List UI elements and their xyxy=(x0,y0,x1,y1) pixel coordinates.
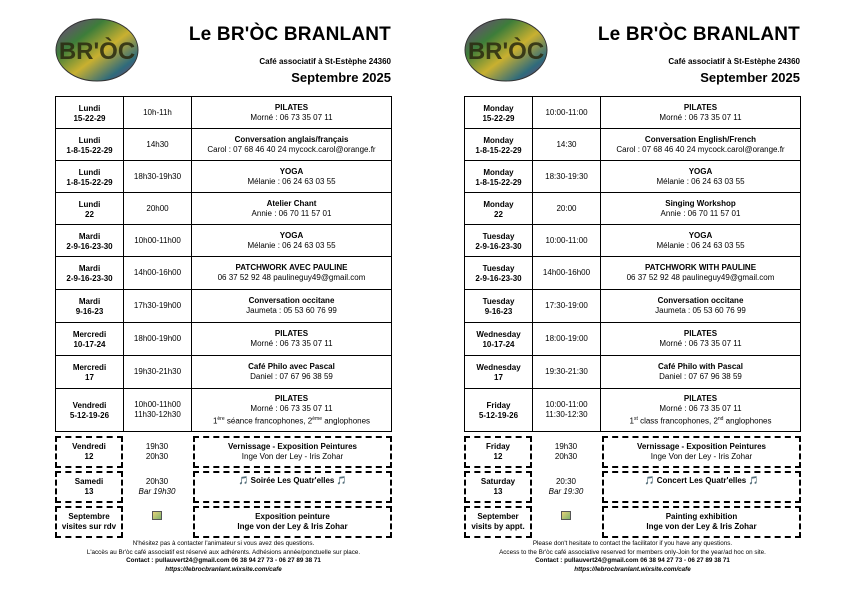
month-label: September 2025 xyxy=(700,70,800,85)
activity-title: Atelier Chant xyxy=(266,198,317,208)
time-cell: 10:00-11:00 xyxy=(533,97,601,129)
activity-title: YOGA xyxy=(279,230,304,240)
day-label: Mardi xyxy=(78,231,101,241)
time-cell: 14h30 xyxy=(124,129,192,161)
table-row xyxy=(56,323,392,356)
dates-label: 2-9-16-23-30 xyxy=(475,274,522,283)
day-label: Mercredi xyxy=(72,363,107,372)
activity-note: 1st class francophones, 2nd anglophones xyxy=(629,415,772,426)
dates-label: 1-8-15-22-29 xyxy=(66,177,113,187)
activity-contact: 06 37 52 92 48 paulineguy49@gmail.com xyxy=(217,273,366,282)
time-cell: 14:30 xyxy=(533,129,601,161)
activity-contact: Jaumeta : 05 53 60 76 99 xyxy=(246,306,337,315)
soiree-day-box: Samedi 13 xyxy=(55,471,123,503)
table-row xyxy=(56,97,392,129)
day-label: Tuesday xyxy=(482,297,515,306)
activity-contact: Morné : 06 73 35 07 11 xyxy=(250,403,333,413)
day-label: Vendredi xyxy=(72,401,107,410)
table-row xyxy=(465,257,801,290)
vernissage-time: 19h30 20h30 xyxy=(554,442,578,461)
activity-contact: Mélanie : 06 24 63 03 55 xyxy=(247,176,336,186)
time-cell: 10h-11h xyxy=(124,97,192,129)
page-subtitle: Café associatif à St-Estèphe 24360 xyxy=(668,57,800,66)
table-row xyxy=(465,193,801,225)
table-row xyxy=(465,161,801,193)
activity-title: PATCHWORK AVEC PAULINE xyxy=(235,263,348,272)
table-row xyxy=(56,129,392,161)
table-row xyxy=(56,356,392,389)
table-row xyxy=(56,389,392,432)
dates-label: 2-9-16-23-30 xyxy=(475,241,522,251)
time-cell: 18h00-19h00 xyxy=(124,323,192,356)
activity-contact: Mélanie : 06 24 63 03 55 xyxy=(656,240,745,250)
time-cell: 10h00-11h00 xyxy=(134,400,181,409)
table-row xyxy=(465,356,801,389)
day-label: Lundi xyxy=(78,199,101,209)
activity-contact: Daniel : 07 67 96 38 59 xyxy=(659,372,742,381)
broc-logo xyxy=(464,18,548,82)
time-cell: 18:30-19:30 xyxy=(533,161,601,193)
concert-time: 20:30 Bar 19:30 xyxy=(548,477,584,496)
time-cell: 17h30-19h00 xyxy=(124,290,192,323)
french-panel xyxy=(55,0,395,596)
day-label: Mardi xyxy=(78,264,101,273)
footer xyxy=(464,540,801,574)
dates-label: 9-16-23 xyxy=(75,307,104,316)
time-cell: 14h00-16h00 xyxy=(533,257,601,290)
activity-title: Conversation English/French xyxy=(644,134,757,144)
dates-label: 9-16-23 xyxy=(484,307,513,316)
activity-contact: Annie : 06 70 11 57 01 xyxy=(660,208,741,218)
vernissage-time: 19h30 20h30 xyxy=(145,442,169,461)
activity-contact: 06 37 52 92 48 paulineguy49@gmail.com xyxy=(626,273,775,282)
activity-contact: Mélanie : 06 24 63 03 55 xyxy=(656,176,745,186)
time-cell: 19:30-21:30 xyxy=(533,356,601,389)
footer-link[interactable]: https://lebrocbranlant.wixsite.com/cafe xyxy=(574,565,691,573)
activity-contact: Daniel : 07 67 96 38 59 xyxy=(250,372,333,381)
time-cell: 14h00-16h00 xyxy=(124,257,192,290)
activity-title: PILATES xyxy=(274,102,309,112)
month-label: Septembre 2025 xyxy=(291,70,391,85)
page-title: Le BR'ÒC BRANLANT xyxy=(597,24,800,45)
activity-title: Conversation occitane xyxy=(248,296,335,305)
activity-title: PILATES xyxy=(683,329,718,338)
activity-title: PILATES xyxy=(683,102,718,112)
activity-contact: Morné : 06 73 35 07 11 xyxy=(250,112,333,122)
activity-title: PILATES xyxy=(274,393,309,403)
table-row xyxy=(56,193,392,225)
soiree-time: 20h30 Bar 19h30 xyxy=(138,477,176,496)
table-row xyxy=(465,225,801,257)
dates-label: 2-9-16-23-30 xyxy=(66,274,113,283)
table-row xyxy=(465,129,801,161)
table-row xyxy=(56,290,392,323)
footer-line: L'accès au Br'òc café associatif est réservé aux adhérents. Adhésions année/ponctuelle sur place. xyxy=(86,548,361,556)
time-cell-2: 11h30-12h30 xyxy=(134,410,181,419)
table-row xyxy=(56,257,392,290)
dates-label: 1-8-15-22-29 xyxy=(66,145,113,155)
day-label: Mardi xyxy=(78,297,101,306)
time-cell: 10h00-11h00 xyxy=(124,225,192,257)
expo-day-box: September visits by appt. xyxy=(464,506,532,538)
time-cell: 17:30-19:00 xyxy=(533,290,601,323)
activity-title: YOGA xyxy=(688,166,713,176)
dates-label: 22 xyxy=(494,209,503,219)
schedule-table xyxy=(55,96,392,432)
dates-label: 5-12-19-26 xyxy=(478,411,519,420)
vernissage-box: Vernissage - Exposition Peintures Inge Von der Ley - Iris Zohar xyxy=(193,436,392,468)
page-title: Le BR'ÒC BRANLANT xyxy=(188,24,391,45)
activity-title: PATCHWORK WITH PAULINE xyxy=(644,263,757,272)
activity-title: YOGA xyxy=(688,230,713,240)
dates-label: 10-17-24 xyxy=(482,340,515,349)
footer xyxy=(55,540,392,574)
paint-icon xyxy=(123,506,191,524)
time-cell-2: 11:30-12:30 xyxy=(545,410,588,419)
activity-contact: Morné : 06 73 35 07 11 xyxy=(659,339,742,348)
expo-box: Painting exhibition Inge von der Ley & Iris Zohar xyxy=(602,506,801,538)
activity-contact: Carol : 07 68 46 40 24 mycock.carol@orange.fr xyxy=(616,144,785,154)
day-label: Lundi xyxy=(78,135,101,145)
activity-title: Café Philo with Pascal xyxy=(658,362,743,371)
activity-title: Singing Workshop xyxy=(665,198,736,208)
time-cell: 20:00 xyxy=(533,193,601,225)
activity-title: PILATES xyxy=(274,329,309,338)
activity-title: Conversation occitane xyxy=(657,296,744,305)
footer-link[interactable]: https://lebrocbranlant.wixsite.com/cafe xyxy=(165,565,282,573)
footer-contact: Contact : pullauvert24@gmail.com 06 38 94 27 73 - 06 27 89 38 71 xyxy=(126,557,321,564)
day-label: Friday xyxy=(486,401,511,410)
dates-label: 15-22-29 xyxy=(482,113,515,123)
concert-day-box: Saturday 13 xyxy=(464,471,532,503)
activity-title: Café Philo avec Pascal xyxy=(248,362,335,371)
day-label: Lundi xyxy=(78,167,101,177)
dates-label: 10-17-24 xyxy=(73,340,106,349)
svg-text:BR'ÒC: BR'ÒC xyxy=(58,38,136,65)
page-subtitle: Café associatif à St-Estèphe 24360 xyxy=(259,57,391,66)
activity-title: Conversation anglais/français xyxy=(234,134,349,144)
dates-label: 5-12-19-26 xyxy=(69,411,110,420)
activity-contact: Mélanie : 06 24 63 03 55 xyxy=(247,240,336,250)
day-label: Monday xyxy=(483,199,514,209)
vernissage-box: Vernissage - Exposition Peintures Inge Von der Ley - Iris Zohar xyxy=(602,436,801,468)
dates-label: 17 xyxy=(85,373,94,382)
activity-note: 1ère séance francophones, 2ème anglophones xyxy=(212,415,371,426)
day-label: Monday xyxy=(483,103,514,113)
day-label: Mercredi xyxy=(72,330,107,339)
dates-label: 22 xyxy=(85,209,94,219)
schedule-table xyxy=(464,96,801,432)
vernissage-day-box: Vendredi 12 xyxy=(55,436,123,468)
table-row xyxy=(465,97,801,129)
svg-text:BR'ÒC: BR'ÒC xyxy=(467,38,545,65)
time-cell: 19h30-21h30 xyxy=(124,356,192,389)
concert-box: 🎵 Concert Les Quatr'elles 🎵 xyxy=(602,471,801,503)
day-label: Monday xyxy=(483,167,514,177)
dates-label: 15-22-29 xyxy=(73,113,106,123)
expo-day-box: Septembre visites sur rdv xyxy=(55,506,123,538)
dates-label: 2-9-16-23-30 xyxy=(66,241,113,251)
day-label: Wednesday xyxy=(476,330,521,339)
table-row xyxy=(465,323,801,356)
soiree-box: 🎵 Soirée Les Quatr'elles 🎵 xyxy=(193,471,392,503)
footer-contact: Contact : pullauvert24@gmail.com 06 38 94 27 73 - 06 27 89 38 71 xyxy=(535,557,730,564)
time-cell: 10:00-11:00 xyxy=(545,400,588,409)
day-label: Tuesday xyxy=(482,231,515,241)
paint-icon xyxy=(532,506,600,524)
english-panel xyxy=(464,0,804,596)
table-row xyxy=(465,389,801,432)
table-row xyxy=(465,290,801,323)
time-cell: 18h30-19h30 xyxy=(124,161,192,193)
activity-contact: Morné : 06 73 35 07 11 xyxy=(250,339,333,348)
day-label: Lundi xyxy=(78,103,101,113)
activity-contact: Jaumeta : 05 53 60 76 99 xyxy=(655,306,746,315)
day-label: Tuesday xyxy=(482,264,515,273)
time-cell: 10:00-11:00 xyxy=(533,225,601,257)
activity-title: YOGA xyxy=(279,166,304,176)
footer-line: N'hésitez pas à contacter l'animateur si vous avez des questions. xyxy=(132,540,315,547)
table-row xyxy=(56,161,392,193)
table-row xyxy=(56,225,392,257)
broc-logo xyxy=(55,18,139,82)
day-label: Monday xyxy=(483,135,514,145)
time-cell: 20h00 xyxy=(124,193,192,225)
activity-contact: Morné : 06 73 35 07 11 xyxy=(659,112,742,122)
dates-label: 1-8-15-22-29 xyxy=(475,177,522,187)
footer-line: Access to the Br'òc café associative reserved for members only-Join for the year/ad hoc on site. xyxy=(499,548,766,556)
activity-contact: Morné : 06 73 35 07 11 xyxy=(659,403,742,413)
time-cell: 18:00-19:00 xyxy=(533,323,601,356)
footer-line: Please don't hesitate to contact the facilitator if you have any questions. xyxy=(532,540,733,547)
activity-contact: Annie : 06 70 11 57 01 xyxy=(251,208,332,218)
dates-label: 1-8-15-22-29 xyxy=(475,145,522,155)
activity-contact: Carol : 07 68 46 40 24 mycock.carol@orange.fr xyxy=(207,144,376,154)
day-label: Wednesday xyxy=(476,363,521,372)
vernissage-day-box: Friday 12 xyxy=(464,436,532,468)
dates-label: 17 xyxy=(494,373,503,382)
expo-box: Exposition peinture Inge von der Ley & Iris Zohar xyxy=(193,506,392,538)
activity-title: PILATES xyxy=(683,393,718,403)
